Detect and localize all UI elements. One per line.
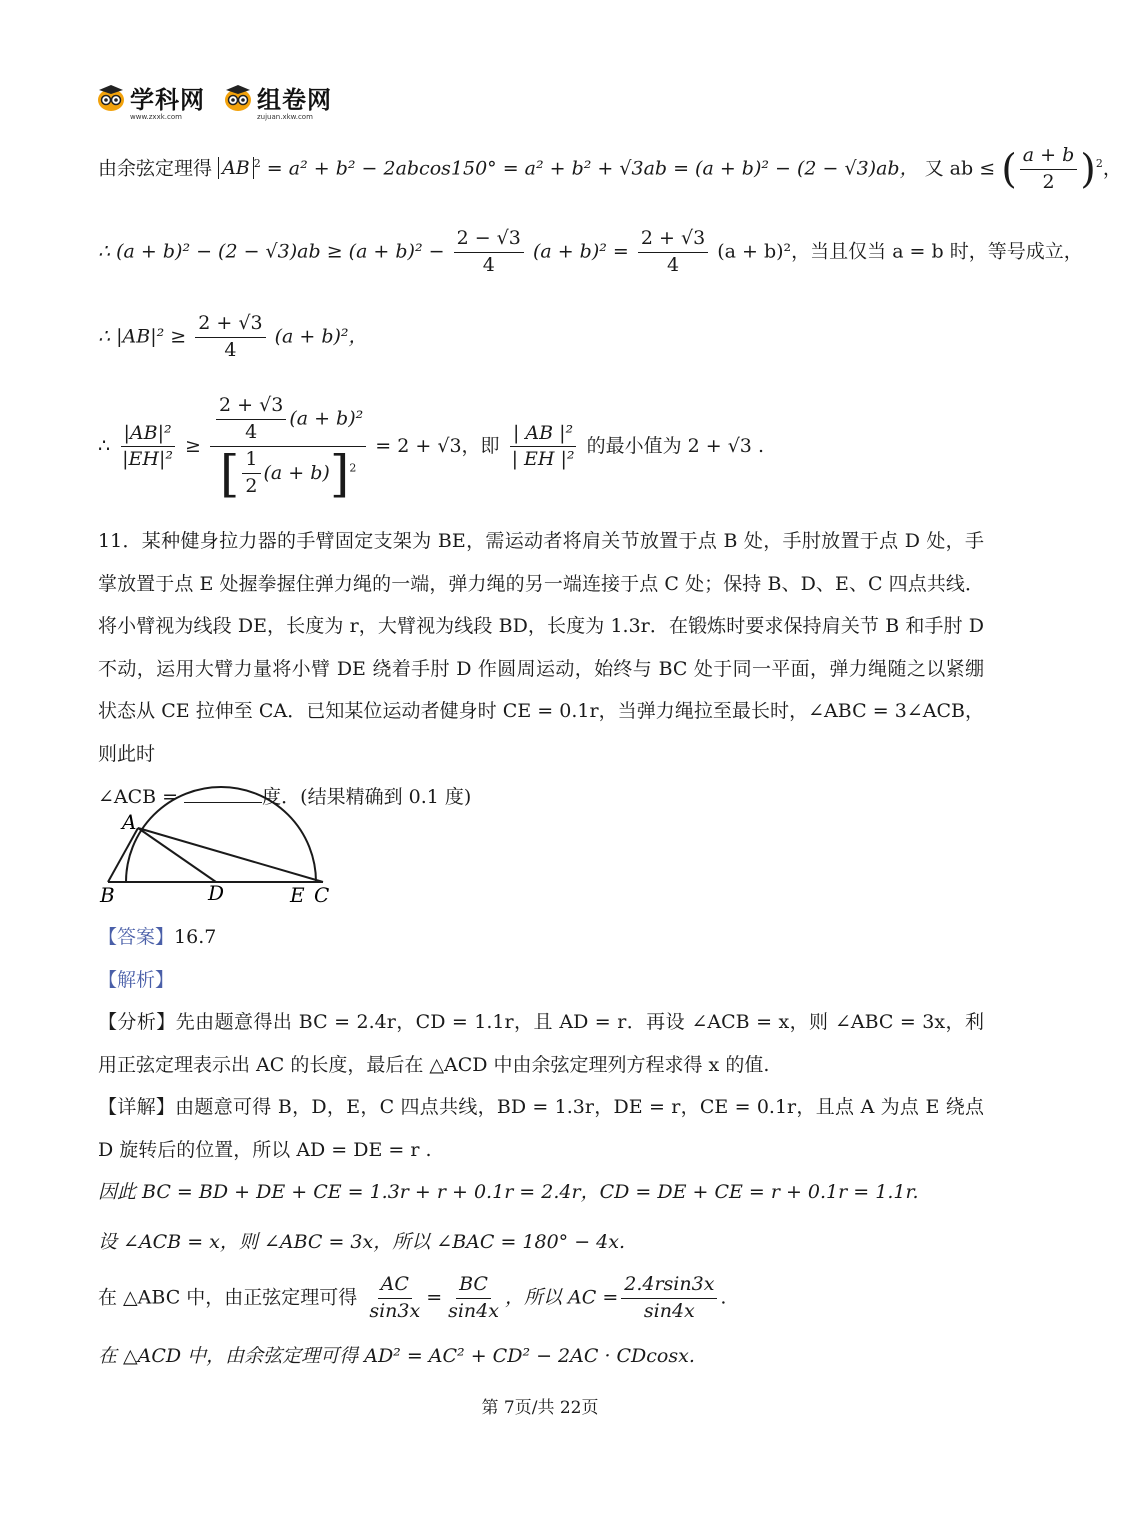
compound-fraction: $\frac{2 + √3}{4}$ (a + b)² [ $\frac{1}{2}$ (a + b)]$^2$ [210, 395, 366, 499]
logo1-text: 学科网 [130, 86, 205, 114]
label-d: D [208, 881, 225, 905]
analysis-xiangjie: 【详解】由题意可得 B，D，E，C 四点共线，BD = 1.3r，DE = r，CE = 0.1r，且点 A 为点 E 绕点 D 旋转后的位置，所以 AD = DE = r . [98, 1096, 984, 1161]
fraction: $\frac{a + b}{2}$ [1020, 145, 1078, 194]
header-logos [96, 80, 332, 121]
answer-value: 16.7 [174, 926, 217, 948]
fraction: $\frac{2 + √3}{4}$ [638, 228, 708, 277]
segment-ab [108, 828, 138, 882]
label-e: E [290, 883, 305, 907]
answer-line [98, 928, 216, 947]
logo2-url: zujuan.xkw.com [257, 113, 313, 121]
label-c: C [314, 883, 330, 907]
analysis-heading: 【解析】 [98, 969, 175, 991]
question-11-text: 11．某种健身拉力器的手臂固定支架为 BE，需运动者将肩关节放置于点 B 处，手肘放置于点 D 处，手掌放置于点 E 处握拳握住弹力绳的一端，弹力绳的另一端连接于点 C 处；保持 B、D、E、C 四点共线．将小臂视为线段 DE，长度为 r，大臂视为线段 BD，长度为 1.3r．在锻炼时要求保持肩关节 B 和手肘 D 不动，运用大臂力量将小臂 DE 绕着手肘 D 作圆周运动，始终与 BC 处于同一平面，弹力绳随之以紧绷状态从 CE 拉伸至 CA．已知某位运动者健身时 CE = 0.1r，当弹力绳拉至最长时，∠ABC = 3∠ACB，则此时 ∠ACB = 度．(结果精确到 0.1 度) [98, 530, 984, 808]
owl-mascot-icon [223, 84, 253, 112]
logo-xuekewang [96, 80, 205, 121]
fraction: $\frac{2 - √3}{4}$ [454, 228, 524, 277]
analysis-fenxi: 【分析】先由题意得出 BC = 2.4r，CD = 1.1r，且 AD = r．再设 ∠ACB = x，则 ∠ABC = 3x，利用正弦定理表示出 AC 的长度，最后在 △ACD 中由余弦定理列方程求得 x 的值. [98, 1011, 984, 1076]
fraction: $\frac{BC}{\sin 4x}$ [448, 1273, 499, 1322]
segment-ac [138, 828, 323, 882]
segment-ad [138, 828, 216, 882]
logo2-text: 组卷网 [257, 86, 332, 114]
owl-mascot-icon [96, 84, 126, 112]
line-let-angle: 设 ∠ACB = x，则 ∠ABC = 3x，所以 ∠BAC = 180° − 4x. [98, 1231, 626, 1253]
fraction: $\frac{\text{| AB |²}}{\text{| EH |²}}$ [511, 421, 575, 471]
fraction: $\frac{AC}{\sin 3x}$ [369, 1273, 421, 1322]
solution-line-2: ∴ (a + b)² − (2 − √3)ab ≥ (a + b)² − $\frac{2 - √3}{4}$ (a + b)² = $\frac{2 + √3}{4}$ (a + b)²，当且仅当 a = b 时，等号成立， [98, 227, 1083, 276]
fraction: $\frac{2 + √3}{4}$ [195, 313, 265, 362]
page-number: 第 7页/共 22页 [481, 1398, 599, 1418]
line-bc-cd: 因此 BC = BD + DE + CE = 1.3r + r + 0.1r = 2.4r，CD = DE + CE = r + 0.1r = 1.1r. [98, 1181, 919, 1203]
logo-zujuanwang [223, 80, 332, 121]
line-sine-rule: 在 △ABC 中，由正弦定理可得 $\frac{AC}{\sin 3x}$ = $\frac{BC}{\sin 4x}$ ，所以 AC = $\frac{2.4rsin3x}{\sin 4x}$ . [98, 1273, 727, 1322]
semicircle-arc [126, 787, 316, 882]
logo1-url: www.zxxk.com [130, 113, 182, 121]
answer-label: 【答案】 [98, 926, 175, 948]
solution-line-4: ∴ $\frac{\text{|AB|²}}{\text{|EH|²}}$ ≥ $\frac{2 + √3}{4}$ (a + b)² [ $\frac{1}{2}$ (a + b)]$^2$ = 2 + √3，即 $\frac{\text{| AB |²}}{\text{| EH |²}}$ 的最小值为 2 + √3 . [98, 394, 764, 503]
geometry-figure [98, 785, 338, 914]
line-cosine-rule: 在 △ACD 中，由余弦定理可得 AD² = AC² + CD² − 2AC · CDcosx. [98, 1345, 695, 1367]
fraction: $\frac{\text{|AB|²}}{\text{|EH|²}}$ [122, 421, 173, 471]
solution-line-3: ∴ |AB|² ≥ $\frac{2 + √3}{4}$ (a + b)²， [98, 312, 368, 361]
solution-line-1: 由余弦定理得 AB $^2$ = a² + b² − 2abcos150° = a² + b² + √3ab = (a + b)² − (2 − √3)ab， 又 ab ≤ ( $\frac{a + b}{2}$ )$^2$， [98, 144, 1122, 193]
fenxi-label: 【分析】 [98, 1011, 176, 1033]
label-a: A [122, 810, 137, 834]
abs-ab: AB [218, 157, 254, 179]
fraction: $\frac{2.4rsin3x}{\sin 4x}$ [621, 1274, 717, 1323]
label-b: B [100, 883, 115, 907]
xiangjie-label: 【详解】 [98, 1096, 176, 1118]
